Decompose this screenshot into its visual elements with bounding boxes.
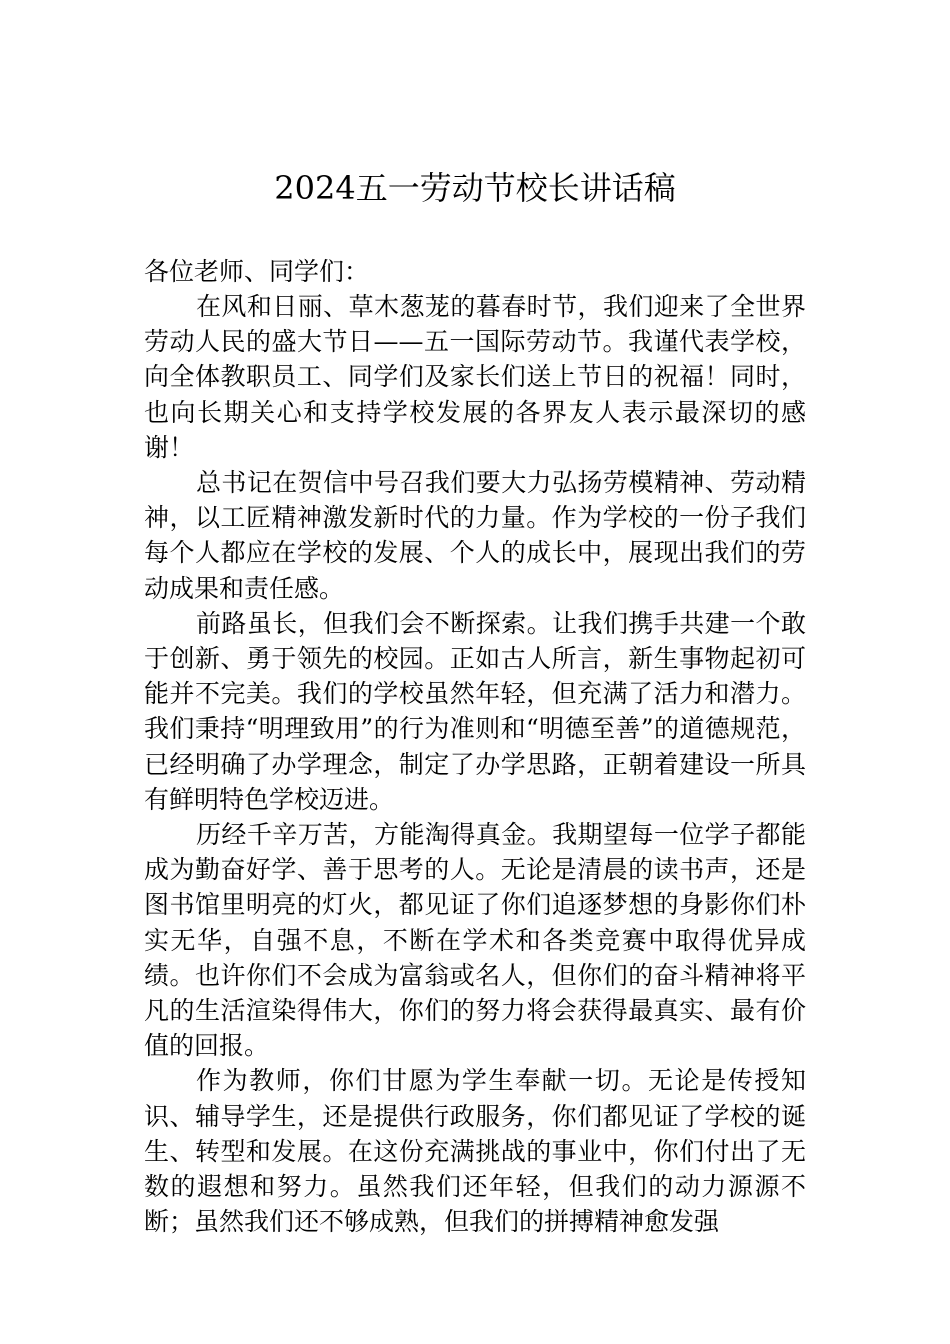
document-body	[144, 254, 806, 1239]
paragraph: 历经千辛万苦，方能淘得真金。我期望每一位学子都能成为勤奋好学、善于思考的人。无论是清晨的读书声，还是图书馆里明亮的灯火，都见证了你们追逐梦想的身影你们朴实无华，自强不息，不断在学术和各类竞赛中取得优异成绩。也许你们不会成为富翁或名人，但你们的奋斗精神将平凡的生活渲染得伟大，你们的努力将会获得最真实、最有价值的回报。	[144, 820, 806, 1061]
salutation: 各位老师、同学们：	[144, 257, 370, 286]
document-title: 2024五一劳动节校长讲话稿	[274, 169, 676, 207]
paragraph: 作为教师，你们甘愿为学生奉献一切。无论是传授知识、辅导学生，还是提供行政服务，你们都见证了学校的诞生、转型和发展。在这份充满挑战的事业中，你们付出了无数的遐想和努力。虽然我们还年轻，但我们的动力源源不断；虽然我们还不够成熟，但我们的拼搏精神愈发强	[144, 1066, 806, 1237]
paragraph: 总书记在贺信中号召我们要大力弘扬劳模精神、劳动精神，以工匠精神激发新时代的力量。作为学校的一份子我们每个人都应在学校的发展、个人的成长中，展现出我们的劳动成果和责任感。	[144, 468, 806, 603]
paragraph: 前路虽长，但我们会不断探索。让我们携手共建一个敢于创新、勇于领先的校园。正如古人所言，新生事物起初可能并不完美。我们的学校虽然年轻，但充满了活力和潜力。我们秉持“明理致用”的行为准则和“明德至善”的道德规范，已经明确了办学理念，制定了办学思路，正朝着建设一所具有鲜明特色学校迈进。	[144, 608, 806, 814]
paragraph: 在风和日丽、草木葱茏的暮春时节，我们迎来了全世界劳动人民的盛大节日——五一国际劳动节。我谨代表学校，向全体教职员工、同学们及家长们送上节日的祝福！同时，也向长期关心和支持学校发展的各界友人表示最深切的感谢！	[144, 292, 806, 462]
